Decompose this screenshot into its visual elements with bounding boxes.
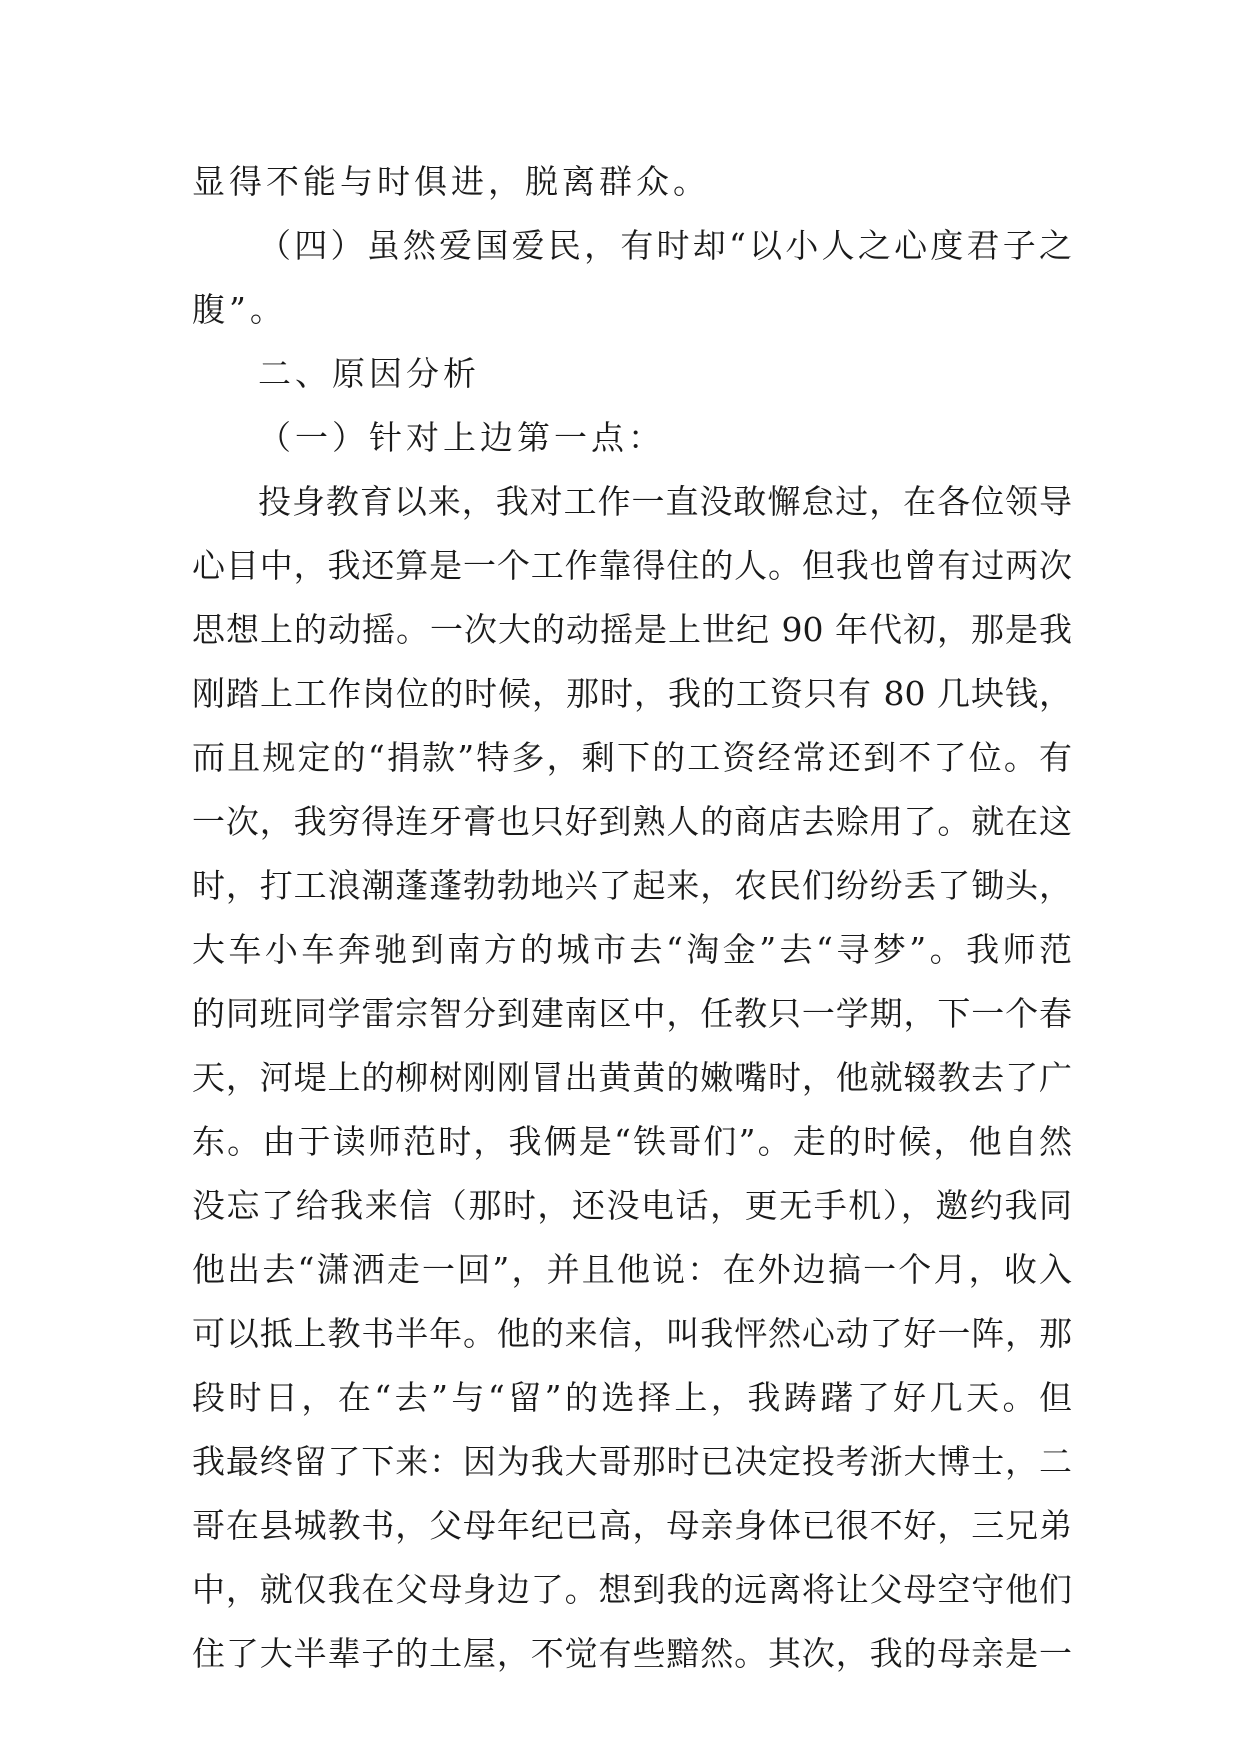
text-line-23: 中，就仅我在父母身边了。想到我的远离将让父母空守他们 — [192, 1570, 1072, 1609]
text-line-18: 他出去“潇洒走一回”，并且他说：在外边搞一个月，收入 — [192, 1250, 1072, 1289]
text-line-8: 思想上的动摇。一次大的动摇是上世纪 90 年代初，那是我 — [192, 610, 1072, 649]
text-line-16: 东。由于读师范时，我俩是“铁哥们”。走的时候，他自然 — [192, 1122, 1072, 1161]
text-line-21: 我最终留了下来：因为我大哥那时已决定投考浙大博士，二 — [192, 1442, 1072, 1481]
text-line-20: 段时日，在“去”与“留”的选择上，我踌躇了好几天。但 — [192, 1378, 1072, 1417]
subsection-heading: （一）针对上边第一点： — [258, 418, 665, 457]
text-line-7: 心目中，我还算是一个工作靠得住的人。但我也曾有过两次 — [192, 546, 1072, 585]
text-line-11: 一次，我穷得连牙膏也只好到熟人的商店去赊用了。就在这 — [192, 802, 1072, 841]
text-line-15: 天，河堤上的柳树刚刚冒出黄黄的嫩嘴时，他就辍教去了广 — [192, 1058, 1072, 1097]
text-line-24: 住了大半辈子的土屋，不觉有些黯然。其次，我的母亲是一 — [192, 1634, 1072, 1673]
text-line-14: 的同班同学雷宗智分到建南区中，任教只一学期，下一个春 — [192, 994, 1072, 1033]
text-line-3: 腹”。 — [192, 290, 287, 329]
text-line-6: 投身教育以来，我对工作一直没敢懈怠过，在各位领导 — [258, 482, 1072, 521]
section-heading: 二、原因分析 — [258, 354, 480, 393]
text-line-1: 显得不能与时俱进，脱离群众。 — [192, 162, 710, 201]
text-line-2: （四）虽然爱国爱民，有时却“以小人之心度君子之 — [258, 226, 1072, 265]
text-line-19: 可以抵上教书半年。他的来信，叫我怦然心动了好一阵，那 — [192, 1314, 1072, 1353]
text-line-9: 刚踏上工作岗位的时候，那时，我的工资只有 80 几块钱， — [192, 674, 1072, 713]
text-line-17: 没忘了给我来信（那时，还没电话，更无手机），邀约我同 — [192, 1186, 1072, 1225]
text-line-13: 大车小车奔驰到南方的城市去“淘金”去“寻梦”。我师范 — [192, 930, 1072, 969]
text-line-22: 哥在县城教书，父母年纪已高，母亲身体已很不好，三兄弟 — [192, 1506, 1072, 1545]
text-line-12: 时，打工浪潮蓬蓬勃勃地兴了起来，农民们纷纷丢了锄头， — [192, 866, 1072, 905]
text-line-10: 而且规定的“捐款”特多，剩下的工资经常还到不了位。有 — [192, 738, 1072, 777]
